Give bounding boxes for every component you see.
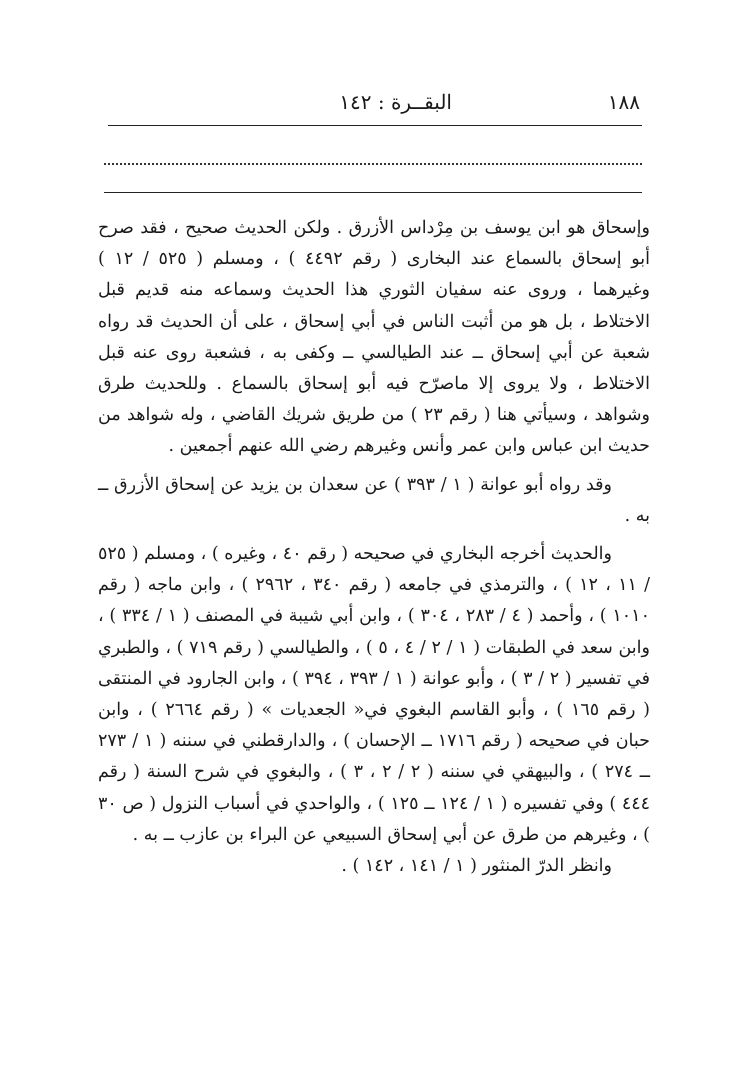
page-number: ١٨٨ xyxy=(607,90,640,114)
footnote-rule xyxy=(104,192,642,193)
running-title: البقــرة : ١٤٢ xyxy=(339,90,452,114)
paragraph-see-also: وانظر الدرّ المنثور ( ١ / ١٤١ ، ١٤٢ ) . xyxy=(341,856,612,877)
dotted-separator xyxy=(104,163,642,165)
header-rule xyxy=(108,125,642,126)
page-header xyxy=(108,88,642,120)
paragraph-abu-awana: وقد رواه أبو عوانة ( ١ / ٣٩٣ ) عن سعدان بن يزيد عن إسحاق الأزرق ــ به . xyxy=(98,474,650,526)
paragraph-takhrij: والحديث أخرجه البخاري في صحيحه ( رقم ٤٠ ، وغيره ) ، ومسلم ( ٥٢٥ / ١١ ، ١٢ ) ، والترمذي في جامعه ( رقم ٣٤٠ ، ٢٩٦٢ ) ، وابن ماجه ( رقم ١٠١٠ ) ، وأحمد ( ٤ / ٢٨٣ ، ٣٠٤ ) ، وابن أبي شيبة في المصنف ( ١ / ٣٣٤ ) ، وابن سعد في الطبقات ( ١ / ٢ / ٤ ، ٥ ) ، والطيالسي ( رقم ٧١٩ ) ، والطبري في تفسير ( ٢ / ٣ ) ، وأبو عوانة ( ١ / ٣٩٣ ، ٣٩٤ ) ، وابن الجارود في المنتقى ( رقم ١٦٥ ) ، وأبو القاسم البغوي في« الجعديات » ( رقم ٢٦٦٤ ) ، وابن حبان في صحيحه ( رقم ١٧١٦ ــ الإحسان ) ، والدارقطني في سننه ( ١ / ٢٧٣ ــ ٢٧٤ ) ، والبيهقي في سننه ( ٢ / ٢ ، ٣ ) ، والبغوي في شرح السنة ( رقم ٤٤٤ ) وفي تفسيره ( ١ / ١٢٤ ــ ١٢٥ ) ، والواحدي في أسباب النزول ( ص ٣٠ ) ، وغيرهم من طرق عن أبي إسحاق السبيعي عن البراء بن عازب ــ به . xyxy=(98,544,651,845)
paragraph-isnad-note: وإسحاق هو ابن يوسف بن مِرْداس الأزرق . ولكن الحديث صحيح ، فقد صرح أبو إسحاق بالسماع عند البخارى ( رقم ٤٤٩٢ ) ، ومسلم ( ٥٢٥ / ١٢ ) وغيرهما ، وروى عنه سفيان الثوري هذا الحديث وسماعه منه قديم قبل الاختلاط ، بل هو من أثبت الناس في أبي إسحاق ، على أن الحديث قد رواه شعبة عن أبي إسحاق ــ عند الطيالسي ــ وكفى به ، فشعبة روى عنه قبل الاختلاط ، ولا يروى إلا ماصرّح فيه أبو إسحاق بالسماع . وللحديث طرق وشواهد ، وسيأتي هنا ( رقم ٢٣ ) من طريق شريك القاضي ، وله شواهد من حديث ابن عباس وابن عمر وأنس وغيرهم رضي الله عنهم أجمعين . xyxy=(98,218,651,457)
footnote-text xyxy=(98,213,650,882)
